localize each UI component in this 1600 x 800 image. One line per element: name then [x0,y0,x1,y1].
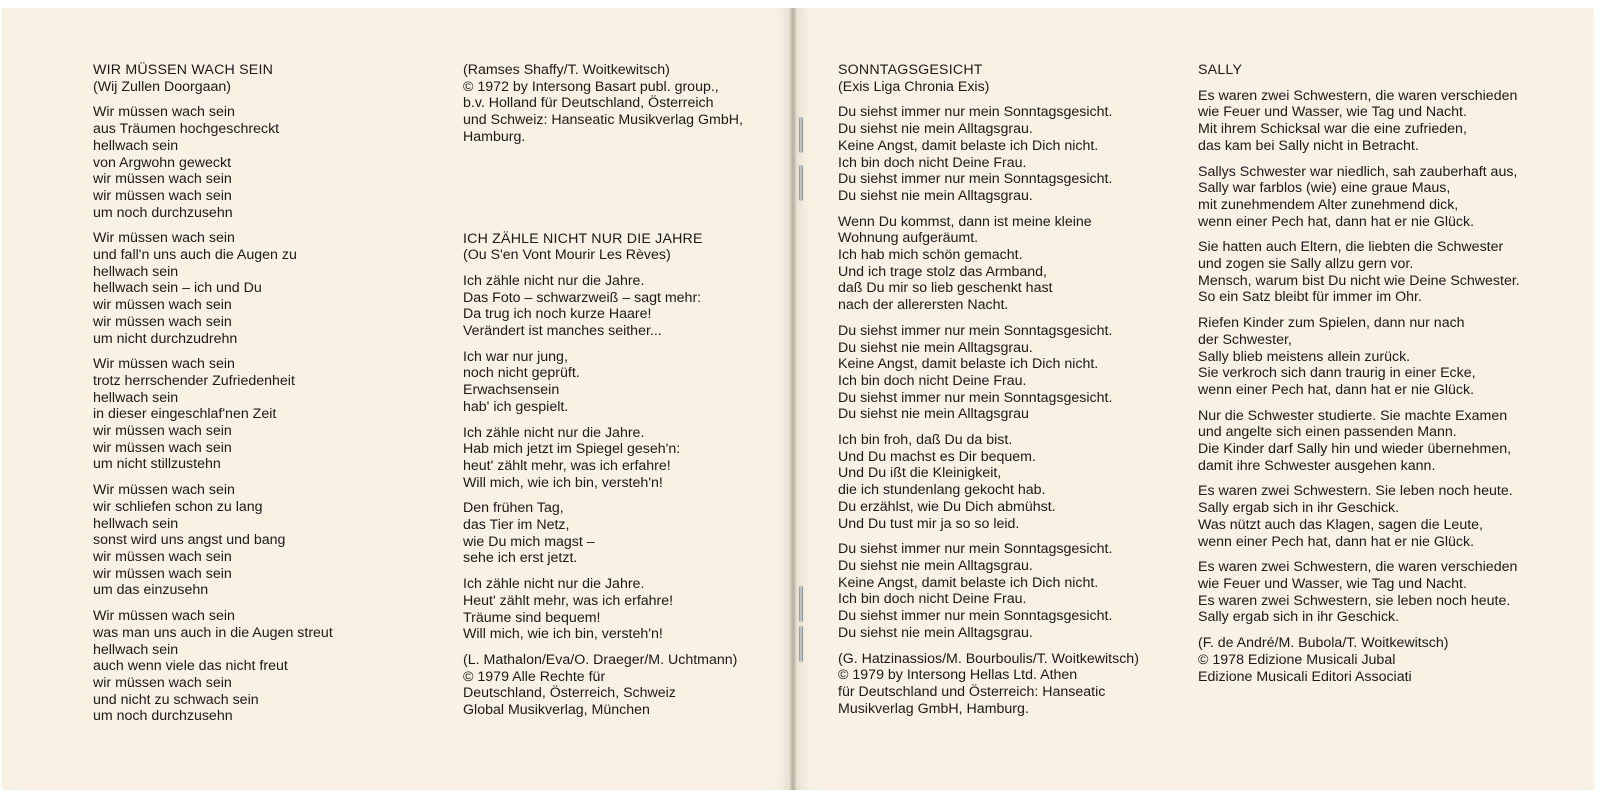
lyric-line: Sally war farblos (wie) eine graue Maus, [1198,180,1451,197]
lyric-line: hellwach sein [93,515,179,532]
lyric-line: wir müssen wach sein [93,313,232,330]
lyric-line: wie Feuer und Wasser, wie Tag und Nacht. [1198,575,1467,592]
lyric-line: Ich zähle nicht nur die Jahre. [463,576,645,593]
lyric-line: Du siehst immer nur mein Sonntagsgesicht. [838,322,1113,339]
lyric-line: Wenn Du kommst, dann ist meine kleine [838,213,1092,230]
song-title: ICH ZÄHLE NICHT NUR DIE JAHRE [463,230,703,247]
lyric-line: Es waren zwei Schwestern, die waren verschieden [1198,87,1518,104]
lyric-line: Sie hatten auch Eltern, die liebten die Schwester [1198,239,1504,256]
lyric-line: Heut' zählt mehr, was ich erfahre! [463,592,674,609]
lyric-line: Ich bin froh, daß Du da bist. [838,432,1013,449]
lyric-line: Es waren zwei Schwestern. Sie leben noch heute. [1198,483,1513,500]
credit-line: Musikverlag GmbH, Hamburg. [838,700,1029,717]
lyric-line: Und ich trage stolz das Armband, [838,263,1047,280]
lyric-line: So ein Satz bleibt für immer im Ohr. [1198,289,1422,306]
lyric-line: Du siehst immer nur mein Sonntagsgesicht. [838,104,1113,121]
lyric-line: Will mich, wie ich bin, versteh'n! [463,626,663,643]
lyric-line: Du siehst nie mein Alltagsgrau. [838,557,1033,574]
lyric-line: damit ihre Schwester ausgehen kann. [1198,457,1436,474]
lyric-line: Keine Angst, damit belaste ich Dich nicht. [838,137,1099,154]
lyric-line: Du siehst immer nur mein Sonntagsgesicht. [838,541,1113,558]
lyric-line: was man uns auch in die Augen streut [93,624,333,641]
credits-block [838,651,1183,718]
lyric-line: Träume sind bequem! [463,609,601,626]
lyric-line: hab' ich gespielt. [463,398,569,415]
lyric-line: Das Foto – schwarzweiß – sagt mehr: [463,289,702,306]
lyric-line: Es waren zwei Schwestern, sie leben noch heute. [1198,592,1511,609]
stanza [1198,559,1568,626]
lyric-line: Hab mich jetzt im Spiegel geseh'n: [463,441,681,458]
lyric-line: Ich zähle nicht nur die Jahre. [463,424,645,441]
staple [799,586,803,622]
credit-line: für Deutschland und Österreich: Hanseatic [838,683,1106,700]
lyric-line: Mit ihrem Schicksal war die eine zufrieden, [1198,121,1467,138]
lyric-line: Du siehst immer nur mein Sonntagsgesicht. [838,171,1113,188]
lyrics-column-3 [838,62,1183,726]
lyric-line: Die Kinder darf Sally hin und wieder übernehmen, [1198,441,1512,458]
stanza [93,104,423,221]
lyric-line: und zogen sie Sally allzu gern vor. [1198,256,1414,273]
stanza [1198,164,1568,231]
song-subtitle: (Exis Liga Chronia Exis) [838,78,990,95]
lyric-line: aus Träumen hochgeschreckt [93,121,280,138]
lyric-line: Wir müssen wach sein [93,608,235,625]
staple [799,165,803,201]
lyric-line: um das einzusehn [93,582,209,599]
stanza [93,608,423,725]
stanza [838,432,1183,532]
lyric-line: hellwach sein [93,389,179,406]
song-heading [838,62,1183,95]
song-subtitle: (Wij Zullen Doorgaan) [93,78,231,95]
stanza [93,230,423,347]
credit-line: © 1978 Edizione Musicali Jubal [1198,651,1396,668]
lyric-line: Du erzählst, wie Du Dich abmühst. [838,498,1056,515]
stanza [1198,315,1568,399]
lyric-line: Nur die Schwester studierte. Sie machte Examen [1198,407,1508,424]
lyric-line: um nicht durchzudrehn [93,330,238,347]
lyric-line: Du siehst nie mein Alltagsgrau. [838,121,1033,138]
stanza [838,323,1183,423]
lyric-line: Wir müssen wach sein [93,356,235,373]
lyrics-column-2 [463,62,793,728]
lyric-line: daß Du mir so lieb geschenkt hast [838,280,1053,297]
stanza [463,576,793,643]
lyric-line: Du siehst nie mein Alltagsgrau. [838,339,1033,356]
lyric-line: Wohnung aufgeräumt. [838,230,979,247]
lyric-line: Ich zähle nicht nur die Jahre. [463,272,645,289]
lyric-line: mit zunehmendem Alter zunehmend dick, [1198,196,1459,213]
lyric-line: noch nicht geprüft. [463,365,580,382]
lyric-line: heut' zählt mehr, was ich erfahre! [463,457,671,474]
credits-block [463,62,793,146]
lyric-line: wir müssen wach sein [93,565,232,582]
lyric-line: Sie verkroch sich dann traurig in einer Ecke, [1198,365,1476,382]
lyric-line: Ich hab mich schön gemacht. [838,247,1023,264]
stanza [463,273,793,340]
song-heading [463,231,793,264]
lyrics-column-1 [93,62,423,734]
lyric-line: von Argwohn geweckt [93,154,232,171]
credits-block [1198,635,1568,685]
credit-line: © 1972 by Intersong Basart publ. group., [463,78,719,95]
lyric-line: nach der allerersten Nacht. [838,297,1009,314]
lyric-line: um noch durchzusehn [93,204,233,221]
stanza [1198,408,1568,475]
lyric-line: und nicht zu schwach sein [93,691,259,708]
lyric-line: wir müssen wach sein [93,297,232,314]
lyric-line: Keine Angst, damit belaste ich Dich nicht. [838,574,1099,591]
stanza [838,104,1183,204]
lyric-line: Was nützt auch das Klagen, sagen die Leute, [1198,516,1483,533]
lyric-line: Wir müssen wach sein [93,104,235,121]
lyric-line: Du siehst immer nur mein Sonntagsgesicht. [838,608,1113,625]
lyric-line: sehe ich erst jetzt. [463,550,578,567]
lyric-line: wir müssen wach sein [93,439,232,456]
lyric-line: Da trug ich noch kurze Haare! [463,306,652,323]
lyric-line: hellwach sein [93,263,179,280]
credit-line: © 1979 Alle Rechte für [463,668,606,685]
lyric-line: wie Du mich magst – [463,533,595,550]
credit-line: (G. Hatzinassios/M. Bourboulis/T. Woitkewitsch) [838,650,1139,667]
staple [799,117,803,153]
lyric-line: Sallys Schwester war niedlich, sah zauberhaft aus, [1198,163,1518,180]
stanza [838,214,1183,314]
credit-line: Deutschland, Österreich, Schweiz [463,685,676,702]
lyric-line: Sally ergab sich in ihr Geschick. [1198,609,1400,626]
lyric-line: auch wenn viele das nicht freut [93,658,288,675]
lyric-line: wenn einer Pech hat, dann hat er nie Glück. [1198,381,1475,398]
lyric-line: und angelte sich einen passenden Mann. [1198,424,1457,441]
lyric-line: das kam bei Sally nicht in Betracht. [1198,137,1419,154]
stanza [1198,239,1568,306]
stanza [463,425,793,492]
credit-line: Hamburg. [463,128,526,145]
stanza [463,500,793,567]
lyric-line: Erwachsensein [463,382,560,399]
lyric-line: Du siehst nie mein Alltagsgrau. [838,624,1033,641]
staple [799,626,803,662]
lyric-line: Ich bin doch nicht Deine Frau. [838,154,1027,171]
lyric-line: wir müssen wach sein [93,674,232,691]
song-subtitle: (Ou S'en Vont Mourir Les Rèves) [463,247,671,264]
song-title: SALLY [1198,62,1243,78]
stanza [93,356,423,473]
stanza [1198,483,1568,550]
lyrics-column-4 [1198,62,1568,694]
lyric-line: wir müssen wach sein [93,187,232,204]
lyric-line: Riefen Kinder zum Spielen, dann nur nach [1198,315,1465,332]
lyric-line: Ich bin doch nicht Deine Frau. [838,372,1027,389]
lyric-line: der Schwester, [1198,331,1292,348]
credit-line: b.v. Holland für Deutschland, Österreich [463,95,714,112]
lyric-line: wenn einer Pech hat, dann hat er nie Glück. [1198,213,1475,230]
lyric-line: wir müssen wach sein [93,423,232,440]
lyric-line: Mensch, warum bist Du nicht wie Deine Schwester. [1198,272,1520,289]
lyric-line: hellwach sein – ich und Du [93,280,262,297]
lyric-line: wenn einer Pech hat, dann hat er nie Glück. [1198,533,1475,550]
lyric-line: Und Du machst es Dir bequem. [838,448,1036,465]
lyric-line: sonst wird uns angst und bang [93,532,286,549]
lyric-line: Und Du tust mir ja so so leid. [838,515,1020,532]
lyric-line: Wir müssen wach sein [93,482,235,499]
lyric-line: in dieser eingeschlaf'nen Zeit [93,406,277,423]
lyric-line: Du siehst nie mein Alltagsgrau [838,406,1029,423]
song-title: SONNTAGSGESICHT [838,62,983,78]
credit-line: und Schweiz: Hanseatic Musikverlag GmbH, [463,112,743,129]
lyric-line: Verändert ist manches seither... [463,323,662,340]
credit-line: (L. Mathalon/Eva/O. Draeger/M. Uchtmann) [463,651,738,668]
stanza [463,349,793,416]
lyric-line: die ich stundenlang gekocht hab. [838,482,1046,499]
lyric-line: Du siehst immer nur mein Sonntagsgesicht. [838,389,1113,406]
lyric-line: Sally blieb meistens allein zurück. [1198,348,1411,365]
lyric-line: Sally ergab sich in ihr Geschick. [1198,500,1400,517]
credit-line: Global Musikverlag, München [463,702,650,719]
lyric-line: wir müssen wach sein [93,171,232,188]
lyric-line: Keine Angst, damit belaste ich Dich nicht. [838,356,1099,373]
song-heading [1198,62,1568,79]
lyric-line: wir müssen wach sein [93,548,232,565]
lyric-line: hellwach sein [93,641,179,658]
lyric-line: trotz herrschender Zufriedenheit [93,372,295,389]
credit-line: Edizione Musicali Editori Associati [1198,668,1412,685]
credit-line: (F. de André/M. Bubola/T. Woitkewitsch) [1198,635,1449,652]
credit-line: (Ramses Shaffy/T. Woitkewitsch) [463,62,670,78]
lyric-line: Wir müssen wach sein [93,230,235,247]
lyric-line: Will mich, wie ich bin, versteh'n! [463,474,663,491]
lyric-line: um noch durchzusehn [93,708,233,725]
lyric-line: und fall'n uns auch die Augen zu [93,247,297,264]
lyric-line: Ich bin doch nicht Deine Frau. [838,591,1027,608]
lyric-line: hellwach sein [93,137,179,154]
lyric-line: wie Feuer und Wasser, wie Tag und Nacht. [1198,104,1467,121]
lyric-line: Ich war nur jung, [463,348,568,365]
lyric-line: das Tier im Netz, [463,517,570,534]
lyric-line: Den frühen Tag, [463,500,564,517]
credit-line: © 1979 by Intersong Hellas Ltd. Athen [838,667,1078,684]
song-title: WIR MÜSSEN WACH SEIN [93,62,274,78]
song-heading [93,62,423,95]
lyric-line: wir schliefen schon zu lang [93,498,263,515]
stanza [93,482,423,599]
lyric-line: Du siehst nie mein Alltagsgrau. [838,187,1033,204]
stanza [838,541,1183,641]
lyric-line: um nicht stillzustehn [93,456,221,473]
stanza [1198,88,1568,155]
credits-block [463,652,793,719]
lyric-line: Und Du ißt die Kleinigkeit, [838,465,1002,482]
lyric-line: Es waren zwei Schwestern, die waren verschieden [1198,559,1518,576]
